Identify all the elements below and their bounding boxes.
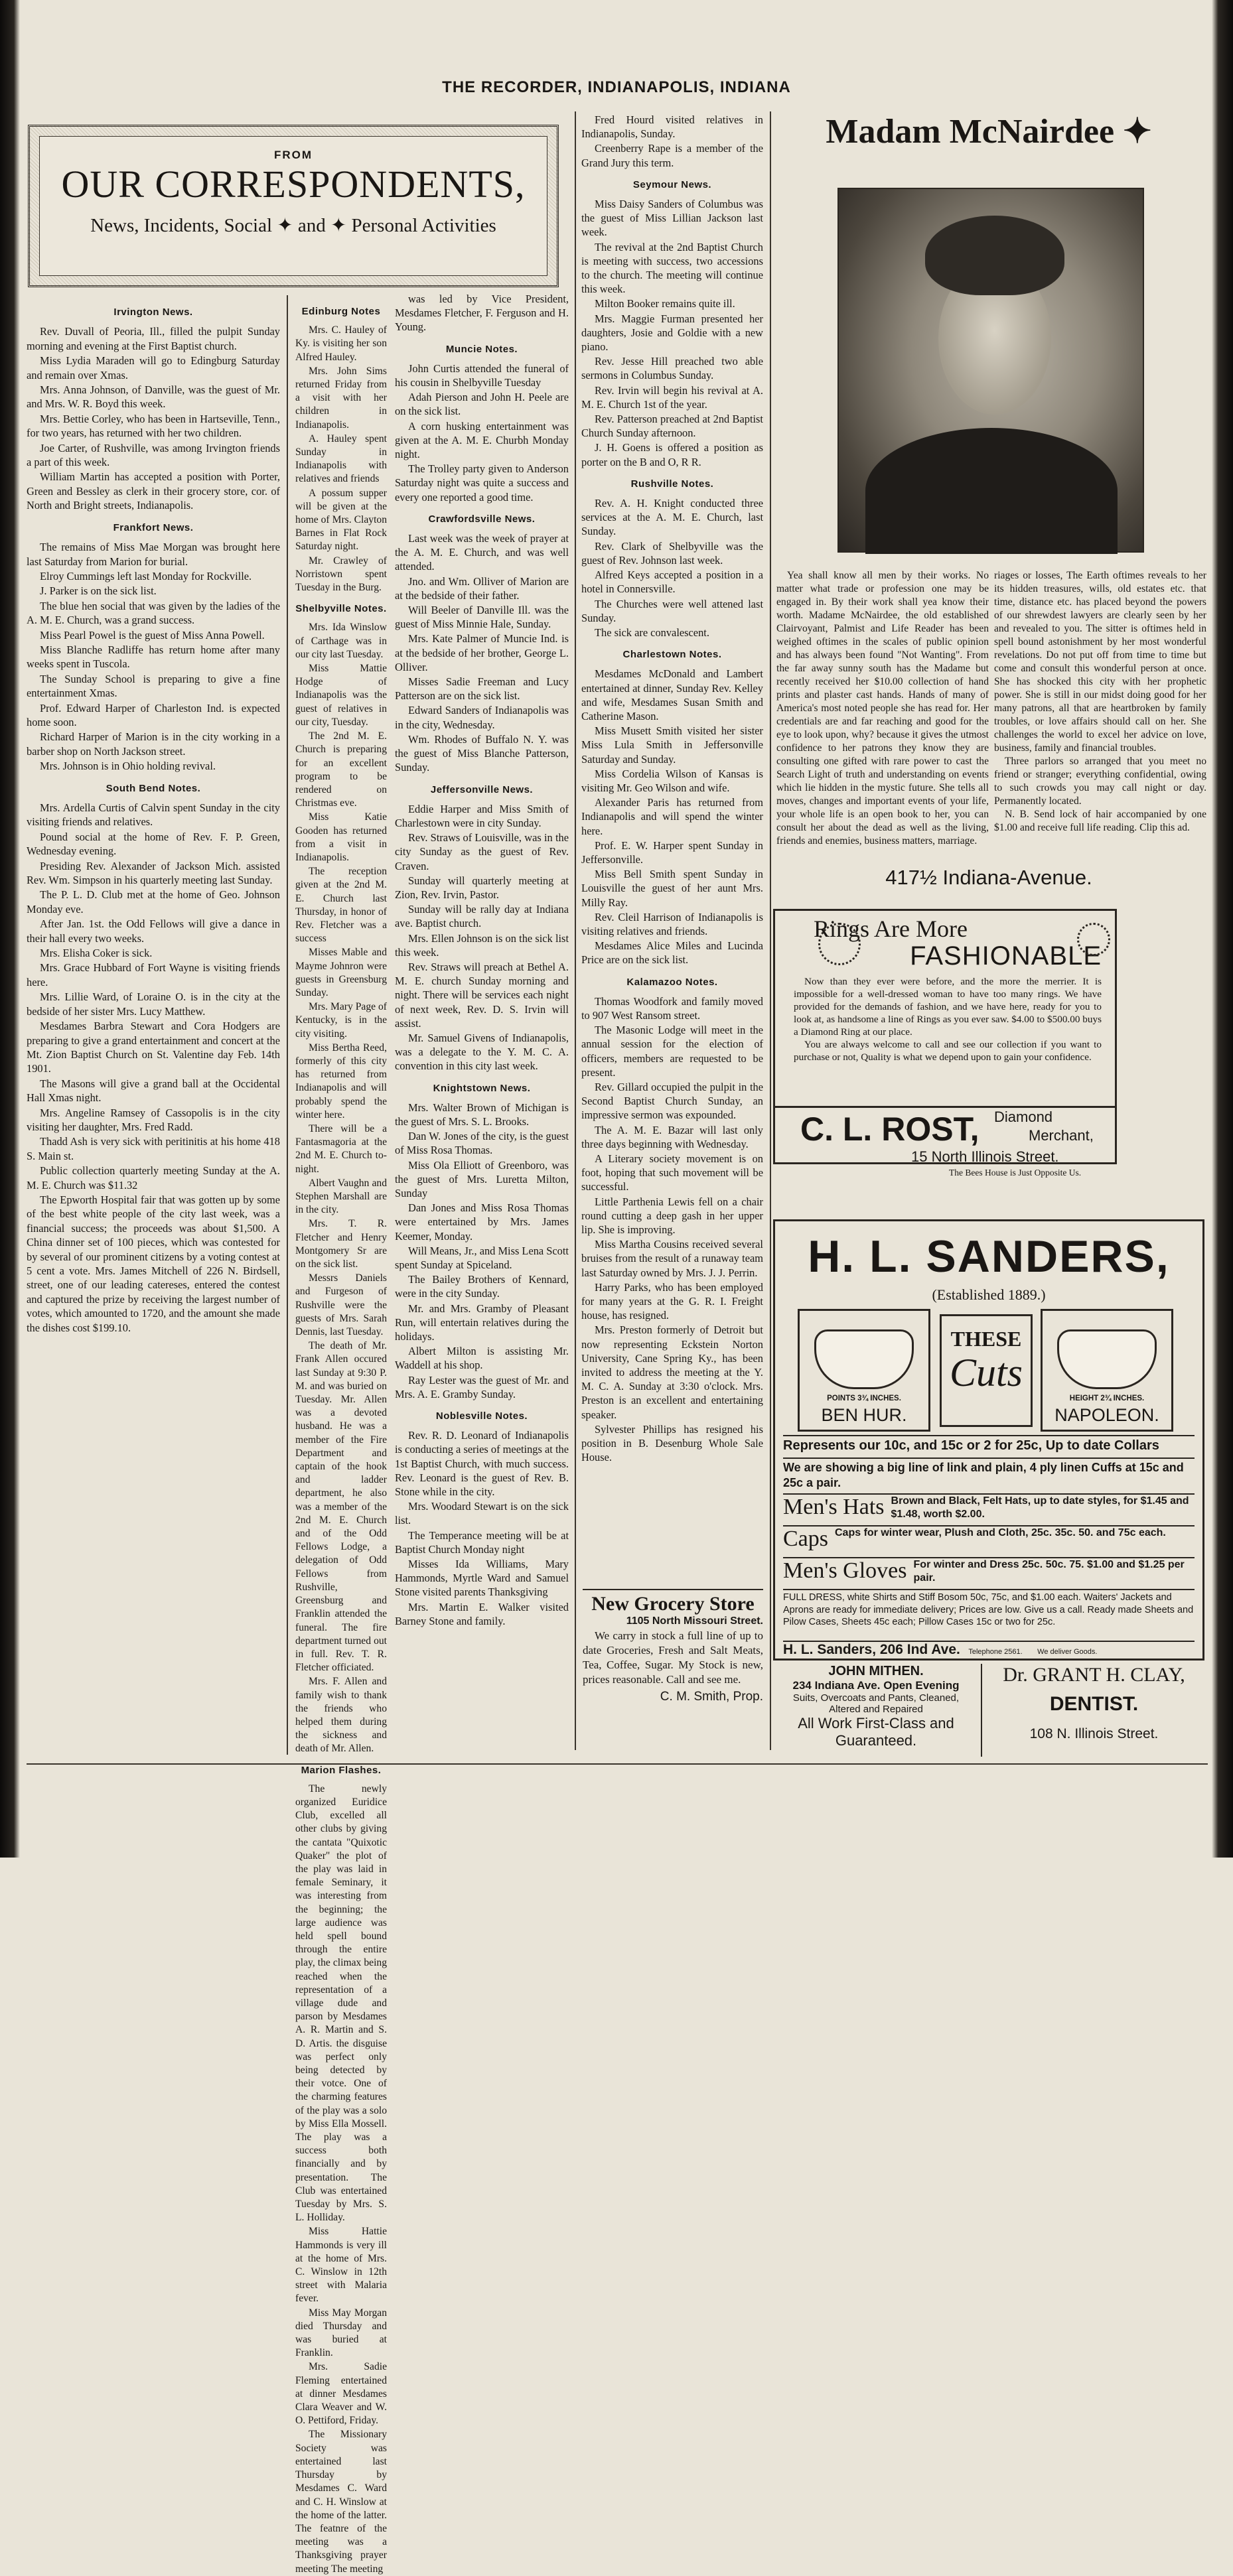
- shelbyville-paragraph: The 2nd M. E. Church is preparing for an excellent program to be rendered on Christmas eve.: [295, 730, 387, 809]
- crawfordsville-paragraph: Last week was the week of prayer at the A. M. E. Church, and was well attended.: [395, 532, 569, 573]
- rost-bees: The Bees House is Just Opposite Us.: [949, 1168, 1082, 1178]
- continued-paragraph: was led by Vice President, Mesdames Fletcher, F. Ferguson and H. Young.: [395, 293, 569, 334]
- crawfordsville-paragraph: Misses Sadie Freeman and Lucy Patterson are on the sick list.: [395, 675, 569, 703]
- bottom-rule: [27, 1763, 1208, 1765]
- rost-ad: [773, 1098, 1117, 1164]
- marion-paragraph: Miss May Morgan died Thursday and was buried at Franklin.: [295, 2307, 387, 2359]
- column-2: [295, 297, 387, 2575]
- portrait-photo: [837, 188, 1144, 553]
- shelbyville-paragraph: Mrs. Ida Winslow of Carthage was in our city last Tuesday.: [295, 622, 387, 660]
- sanders-deliver: We deliver Goods.: [1037, 1648, 1098, 1656]
- madam-text-left: [776, 569, 989, 848]
- knightstown-paragraph: Mrs. Walter Brown of Michigan is the guest of Mrs. S. L. Brooks.: [395, 1101, 569, 1128]
- southbend-paragraph: The P. L. D. Club met at the home of Geo. Johnson Monday eve.: [27, 888, 280, 915]
- crawfordsville-heading: Crawfordsville News.: [428, 513, 536, 525]
- charlestown-paragraph: Mesdames Alice Miles and Lucinda Price are on the sick list.: [581, 939, 763, 967]
- rushville-paragraph: Alfred Keys accepted a position in a hotel in Connersville.: [581, 569, 763, 596]
- seymour-paragraph: Mrs. Maggie Furman presented her daughters, Josie and Goldie with a new piano.: [581, 312, 763, 354]
- jeffersonville-paragraph: Sunday will be rally day at Indiana ave. Baptist church.: [395, 903, 569, 930]
- knightstown-paragraph: Ray Lester was the guest of Mr. and Mrs. A. E. Gramby Sunday.: [395, 1373, 569, 1400]
- kalamazoo-paragraph: Little Parthenia Lewis fell on a chair round cutting a deep gash in her upper lip. She is improving.: [581, 1195, 763, 1237]
- cuts-these: THESE: [950, 1327, 1022, 1351]
- sanders-ad: [773, 1219, 1204, 1661]
- collar-icon: [1057, 1329, 1157, 1389]
- edinburg-heading: Edinburg Notes: [301, 306, 381, 317]
- frankfort-paragraph: Elroy Cummings left last Monday for Rockville.: [40, 569, 252, 582]
- southbend-paragraph: Mrs. Grace Hubbard of Fort Wayne is visiting friends here.: [27, 961, 280, 988]
- banner-from: FROM: [273, 149, 313, 161]
- kalamazoo-paragraph: Harry Parks, who has been employed for many years at the G. R. I. Freight house, has resigned.: [581, 1280, 763, 1322]
- muncie-heading: Muncie Notes.: [445, 343, 518, 355]
- knightstown-paragraph: Miss Ola Elliott of Greenboro, was the guest of Mrs. Luretta Milton, Sunday: [395, 1158, 569, 1199]
- kalamazoo-heading: Kalamazoo Notes.: [626, 976, 718, 988]
- southbend-paragraph: Mrs. Ardella Curtis of Calvin spent Sunday in the city visiting friends and relatives.: [27, 801, 280, 829]
- column-1: [27, 297, 280, 1760]
- rings-body: [794, 975, 1102, 1063]
- marion-paragraph: Miss Hattie Hammonds is very ill at the home of Mrs. C. Winslow in 12th street with Malaria fever.: [295, 2226, 387, 2305]
- collar-name: BEN HUR.: [821, 1405, 907, 1425]
- southbend-paragraph: After Jan. 1st. the Odd Fellows will give a dance in their hall every two weeks.: [27, 917, 280, 945]
- seymour-paragraph: Miss Daisy Sanders of Columbus was the guest of Miss Lillian Jackson last week.: [581, 198, 763, 239]
- grocery-address: 1105 North Missouri Street.: [626, 1615, 763, 1627]
- jeffersonville-paragraph: Sunday will quarterly meeting at Zion, Rev. Irvin, Pastor.: [395, 874, 569, 901]
- frankfort-paragraph: The blue hen social that was given by the ladies of the A. M. E. Church, was a grand success.: [27, 599, 280, 627]
- collar-caption: POINTS 3¾ INCHES.: [827, 1394, 901, 1402]
- column-3: [395, 292, 569, 1760]
- southbend-paragraph: The Epworth Hospital fair that was gotten up by some of the best white people of the city last week, was a financial success; the proceeds was about $1,500. A China dinner set of 100 pieces, which was contested for by several of our prominent citizens by a voting contest at 5 cent a vote. Mrs. James Mitchell of 226 N. Birdsell, street, one of our leading catereses, entered the contest and captured the prize by receiving the largest number of votes, which amounted to 1720, and the amount she made the dishes cost $199.10.: [27, 1193, 280, 1334]
- rings-para: You are always welcome to call and see our collection if you want to purchase or not, Quality is what we depend upon to gain your confidence.: [794, 1039, 1102, 1063]
- shelbyville-paragraph: Miss Bertha Reed, formerly of this city has returned from Indianapolis and will probably spend the winter here.: [295, 1042, 387, 1120]
- muncie-paragraph: A corn husking entertainment was given at the A. M. E. Churbh Monday night.: [395, 419, 569, 461]
- madam-para: Three parlors so arranged that you meet no friend or stranger; everything confidential, owing to such crowds you may call night or day. Permanently located.: [994, 756, 1206, 807]
- southbend-paragraph: The Masons will give a grand ball at the Occidental Hall Xmas night.: [27, 1077, 280, 1105]
- muncie-paragraph: Adah Pierson and John H. Peele are on the sick list.: [395, 391, 569, 418]
- frankfort-paragraph: Miss Pearl Powel is the guest of Miss Anna Powell.: [40, 628, 265, 642]
- madam-para: Yea shall know all men by their works. No matter what trade or profession one may be engaged in. By their work shall yea know their worth. Madame McNairdee, the old established Clairvoyant, Palmist and Life Reader has been weighed oftimes in the scales of public opinion and has always been found "Not Wanting". From the far away sunny south has the Madame but recently received her $10.00 collection of hand prints and plaster cast hands. Hands of many of America's most noted people she has read for. Her credentials are and far reaching and good for the eye to look upon, why? because it gives the utmost confidence to her patrons they know they are consulting one gifted with rare power to cast the Search Light of truth and understanding on events which lie hidden in the mystic future. She tells all moves, changes and important events of your life, your whole life is an open book to her, you can consult her about the dead as well as the living, friends and enemies, business matters, marriage.: [776, 570, 989, 847]
- mithen-address: 234 Indiana Ave. Open Evening: [792, 1679, 960, 1692]
- kalamazoo-paragraph: A Literary society movement is on foot, hoping that such movement will be successful.: [581, 1152, 763, 1193]
- kalamazoo-paragraph: The A. M. E. Bazar will last only three days beginning with Wednesday.: [581, 1123, 763, 1150]
- edinburg-paragraph: Mrs. C. Hauley of Ky. is visiting her son Alfred Hauley.: [295, 324, 387, 363]
- noblesville-paragraph: The Temperance meeting will be at Baptist Church Monday night: [395, 1528, 569, 1556]
- grocery-sign: C. M. Smith, Prop.: [660, 1690, 763, 1704]
- shelbyville-paragraph: Albert Vaughn and Stephen Marshall are in the city.: [295, 1177, 387, 1216]
- shelbyville-paragraph: Mrs. Mary Page of Kentucky, is in the city visiting.: [295, 1001, 387, 1040]
- rost-merchant: Merchant,: [1029, 1127, 1094, 1144]
- frankfort-paragraph: Miss Blanche Radliffe has return home after many weeks spent in Tuscola.: [27, 643, 280, 671]
- column-rule: [770, 111, 771, 1750]
- clay-title: DENTIST.: [1049, 1693, 1139, 1715]
- rushville-paragraph: Rev. A. H. Knight conducted three services at the A. M. E. Church, last Sunday.: [581, 497, 763, 538]
- masthead: THE RECORDER, INDIANAPOLIS, INDIANA: [442, 78, 791, 96]
- southbend-paragraph: Mrs. Lillie Ward, of Loraine O. is in the city at the bedside of her sister Mrs. Lucy Matthew.: [27, 990, 280, 1018]
- knightstown-paragraph: Albert Milton is assisting Mr. Waddell at his shop.: [395, 1345, 569, 1372]
- jeffersonville-paragraph: Rev. Straws will preach at Bethel A. M. E. church Sunday morning and night. There will be services each night of next week, Rev. D. S. Irvin will assist.: [395, 960, 569, 1030]
- rost-diamond: Diamond: [994, 1109, 1053, 1125]
- seymour-paragraph: Rev. Jesse Hill preached two able sermons in Columbus Sunday.: [581, 355, 763, 382]
- kalamazoo-paragraph: The Masonic Lodge will meet in the annual session for the election of officers, members are requested to be present.: [581, 1024, 763, 1079]
- kalamazoo-paragraph: Rev. Gillard occupied the pulpit in the Second Baptist Church Sunday, an impressive sermon was expounded.: [581, 1081, 763, 1122]
- crawfordsville-paragraph: Edward Sanders of Indianapolis was in the city, Wednesday.: [395, 704, 569, 731]
- cuts-cuts: Cuts: [949, 1351, 1023, 1394]
- rings-fashionable: FASHIONABLE: [910, 941, 1102, 971]
- rost-name: C. L. ROST,: [800, 1111, 979, 1148]
- hats-text: Brown and Black, Felt Hats, up to date styles, for $1.45 and $1.48, worth $2.00.: [891, 1495, 1189, 1520]
- frankfort-paragraph: J. Parker is on the sick list.: [40, 584, 157, 598]
- irvington-paragraph: William Martin has accepted a position with Porter, Green and Bessley as clerk in their grocery store, cor. of North and Bright streets, Indianapolis.: [27, 470, 280, 512]
- madam-text-right: [994, 569, 1206, 835]
- caps-text: Caps for winter wear, Plush and Cloth, 25c. 35c. 50. and 75c each.: [835, 1527, 1166, 1538]
- sanders-full-dress: FULL DRESS, white Shirts and Stiff Bosom 50c, 75c, and $1.00 each. Waiters' Jackets and Aprons are ready for immediate delivery; Prices are low. Give us a call. Ready made Sheets and Pilow Cases, Sheets 45c each; Pillow Cases 15c or two for 25c.: [783, 1589, 1195, 1629]
- shelbyville-paragraph: Miss Katie Gooden has returned from a visit in Indianapolis.: [295, 811, 387, 863]
- knightstown-paragraph: Dan Jones and Miss Rosa Thomas were entertained by Mrs. James Keemer, Monday.: [395, 1201, 569, 1243]
- ornament-flower-icon: [1077, 923, 1110, 956]
- charlestown-paragraph: Miss Bell Smith spent Sunday in Louisville the guest of her aunt Mrs. Milly Ray.: [581, 868, 763, 909]
- mithen-line: Suits, Overcoats and Pants, Cleaned,: [792, 1692, 960, 1704]
- southbend-paragraph: Mrs. Elisha Coker is sick.: [40, 947, 153, 960]
- edinburg-paragraph: A. Hauley spent Sunday in Indianapolis with relatives and friends: [295, 433, 387, 485]
- edinburg-paragraph: Mrs. John Sims returned Friday from a visit with her children in Indianapolis.: [295, 365, 387, 431]
- gloves-label: Men's Gloves: [783, 1558, 907, 1583]
- muncie-paragraph: The Trolley party given to Anderson Saturday night was quite a success and every one reported a good time.: [395, 462, 569, 504]
- seymour-paragraph: Milton Booker remains quite ill.: [595, 297, 735, 310]
- southbend-paragraph: Pound social at the home of Rev. F. P. Green, Wednesday evening.: [27, 830, 280, 858]
- gloves-text: For winter and Dress 25c. 50c. 75. $1.00 and $1.25 per pair.: [913, 1559, 1185, 1584]
- jeffersonville-heading: Jeffersonville News.: [430, 783, 534, 795]
- col4-top-paragraph: Fred Hourd visited relatives in Indianapolis, Sunday.: [581, 113, 763, 141]
- charlestown-paragraph: Miss Cordelia Wilson of Kansas is visiting Mr. Geo Wilson and wife.: [581, 767, 763, 794]
- these-cuts: [940, 1314, 1033, 1427]
- edinburg-paragraph: A possum supper will be given at the home of Mrs. Clayton Barnes in Flat Rock Saturday night.: [295, 487, 387, 553]
- rost-street: 15 North Illinois Street.: [911, 1148, 1059, 1165]
- sanders-telephone: Telephone 2561.: [968, 1648, 1023, 1656]
- sanders-showing: We are showing a big line of link and plain, 4 ply linen Cuffs at 15c and 25c a pair.: [783, 1457, 1195, 1491]
- collar-caption: HEIGHT 2¾ INCHES.: [1069, 1394, 1145, 1402]
- crawfordsville-paragraph: Wm. Rhodes of Buffalo N. Y. was the guest of Miss Blanche Patterson, Sunday.: [395, 732, 569, 774]
- mithen-line: Altered and Repaired: [829, 1704, 923, 1715]
- portrait-body: [865, 428, 1118, 554]
- madam-para: N. B. Send lock of hair accompanied by one $1.00 and receive full life reading. Clip this ad.: [994, 809, 1206, 833]
- edinburg-paragraph: Mr. Crawley of Norristown spent Tuesday in the Burg.: [295, 555, 387, 594]
- marion-heading: Marion Flashes.: [301, 1764, 382, 1776]
- southbend-paragraph: Thadd Ash is very sick with peritinitis at his home 418 S. Main st.: [27, 1135, 280, 1162]
- irvington-paragraph: Mrs. Anna Johnson, of Danville, was the guest of Mr. and Mrs. W. R. Boyd this week.: [27, 383, 280, 411]
- noblesville-paragraph: Misses Ida Williams, Mary Hammonds, Myrtle Ward and Samuel Stone visited parents Thanksgiving: [395, 1558, 569, 1599]
- sanders-hats: [783, 1493, 1195, 1525]
- scan-edge-left: [0, 0, 20, 1858]
- grocery-body: We carry in stock a full line of up to date Groceries, Fresh and Salt Meats, Tea, Coffee, Sugar. My Stock is new, prices reasonable. Call and see me.: [583, 1629, 763, 1686]
- collar-name: NAPOLEON.: [1054, 1405, 1159, 1425]
- rings-para: Now than they ever were before, and the more the merrier. It is impossible for a well-dressed woman to have too many rings. We have provided for the demands of fashion, and we have here, ready for you to look at, as handsome a line of Rings as you ever saw. $4.00 to $500.00 buys a Diamond Ring at our place.: [794, 976, 1102, 1038]
- knightstown-paragraph: Will Means, Jr., and Miss Lena Scott spent Sunday at Spiceland.: [395, 1244, 569, 1271]
- crawfordsville-paragraph: Mrs. Kate Palmer of Muncie Ind. is at the bedside of her brother, George L. Olliver.: [395, 632, 569, 673]
- shelbyville-paragraph: Mrs. F. Allen and family wish to thank the friends who helped them during the sickness and death of Mr. Allen.: [295, 1676, 387, 1755]
- irvington-heading: Irvington News.: [113, 306, 193, 318]
- knightstown-paragraph: The Bailey Brothers of Kennard, were in the city Sunday.: [395, 1273, 569, 1300]
- ornament-flower-icon: [818, 923, 861, 965]
- seymour-paragraph: J. H. Goens is offered a position as porter on the B and O, R R.: [581, 441, 763, 468]
- collar-ben-hur: [798, 1309, 930, 1432]
- shelbyville-paragraph: Mrs. T. R. Fletcher and Henry Montgomery Sr are on the sick list.: [295, 1218, 387, 1270]
- mithen-line: All Work First-Class and: [798, 1715, 954, 1731]
- marion-paragraph: The newly organized Euridice Club, excelled all other clubs by giving the cantata "Quixotic Quaker" the plot of the play was laid in female Seminary, it was interesting from the beginning; the large audience was held spell bound through the entire play, the climax being reached when the representation of a village dude and parson by Mesdames A. R. Martin and S. D. Artis. the disguise was perfect only being detected by their votce. One of the charming features of the play was a solo by Miss Ella Mossell. The play was a success both financially and by presentation. The Club was entertained Tuesday by Mrs. S. L. Holliday.: [295, 1783, 387, 2224]
- sanders-footer-name: H. L. Sanders, 206 Ind Ave.: [783, 1642, 960, 1657]
- mithen-line: Guaranteed.: [835, 1732, 917, 1749]
- frankfort-paragraph: Prof. Edward Harper of Charleston Ind. is expected home soon.: [27, 701, 280, 728]
- muncie-paragraph: John Curtis attended the funeral of his cousin in Shelbyville Tuesday: [395, 362, 569, 389]
- madam-para: riages or losses, The Earth oftimes reveals to her its hidden treasures, wills, old estates etc. that time, distance etc. has placed beyond the powers of our shrewdest lawyers are clearly seen by her and revealed to you. The sitter is oftimes held in spell bound astonishment by her most wonderful revelations. Do not put off from time to time but come and consult this wonderful person at once. She has shocked this city with her prophetic power. She is still in our midst doing good for her many patrons, all that are heartbroken by family troubles, or love affairs should call on her. She challenges the world to excel her advice on love, business, family and financial troubles.: [994, 570, 1206, 754]
- rushville-paragraph: The sick are convalescent.: [595, 626, 709, 639]
- jeffersonville-paragraph: Rev. Straws of Louisville, was in the city Sunday as the guest of Rev. Craven.: [395, 831, 569, 872]
- southbend-paragraph: Mrs. Angeline Ramsey of Cassopolis is in the city visiting her daughter, Mrs. Fred Radd.: [27, 1106, 280, 1133]
- charlestown-paragraph: Rev. Cleil Harrison of Indianapolis is visiting relatives and friends.: [581, 910, 763, 937]
- kalamazoo-paragraph: Mrs. Preston formerly of Detroit but now representing Eckstein Norton University, Cane Spring Ky., has been invited to address the meeting at the Y. M. C. A. Sunday at 3:30 o'clock. Mrs. Preston is an excellent and entertaining speaker.: [581, 1323, 763, 1421]
- collar-icon: [814, 1329, 914, 1389]
- frankfort-heading: Frankfort News.: [113, 521, 194, 533]
- southbend-paragraph: Public collection quarterly meeting Sunday at the A. M. E. Church was $11.32: [27, 1164, 280, 1191]
- grocery-ad: [583, 1589, 763, 1704]
- frankfort-paragraph: The Sunday School is preparing to give a fine entertainment Xmas.: [27, 672, 280, 700]
- mithen-ad: [773, 1664, 979, 1757]
- sanders-represents: Represents our 10c, and 15c or 2 for 25c, Up to date Collars: [783, 1435, 1195, 1454]
- frankfort-paragraph: Mrs. Johnson is in Ohio holding revival.: [40, 760, 216, 773]
- sanders-caps: [783, 1525, 1195, 1557]
- sanders-name: H. L. SANDERS,: [808, 1231, 1170, 1282]
- irvington-paragraph: Joe Carter, of Rushville, was among Irvington friends a part of this week.: [27, 441, 280, 469]
- clay-name: Dr. GRANT H. CLAY,: [1003, 1664, 1185, 1686]
- seymour-paragraph: Rev. Patterson preached at 2nd Baptist Church Sunday afternoon.: [581, 413, 763, 440]
- frankfort-paragraph: The remains of Miss Mae Morgan was brought here last Saturday from Marion for burial.: [27, 541, 280, 568]
- shelbyville-heading: Shelbyville Notes.: [295, 603, 387, 615]
- crawfordsville-paragraph: Will Beeler of Danville Ill. was the guest of Miss Minnie Hale, Sunday.: [395, 604, 569, 631]
- noblesville-paragraph: Mrs. Woodard Stewart is on the sick list.: [395, 1500, 569, 1527]
- frankfort-paragraph: Richard Harper of Marion is in the city working in a barber shop on North Jackson street.: [27, 730, 280, 758]
- shelbyville-paragraph: There will be a Fantasmagoria at the 2nd M. E. Church to-night.: [295, 1122, 387, 1175]
- charlestown-paragraph: Mesdames McDonald and Lambert entertained at dinner, Sunday Rev. Kelley and wife, Mesdames Susan Smith and Catherine Mason.: [581, 667, 763, 722]
- jeffersonville-paragraph: Mr. Samuel Givens of Indianapolis, was a delegate to the Y. M. C. A. convention in this city last week.: [395, 1031, 569, 1073]
- grocery-title: New Grocery Store: [583, 1589, 763, 1615]
- irvington-paragraph: Rev. Duvall of Peoria, Ill., filled the pulpit Sunday morning and evening at the First Baptist church.: [27, 325, 280, 352]
- portrait-hair: [925, 216, 1064, 295]
- noblesville-paragraph: Mrs. Martin E. Walker visited Barney Stone and family.: [395, 1600, 569, 1627]
- clay-address: 108 N. Illinois Street.: [1029, 1726, 1159, 1741]
- col4-top-paragraph: Creenberry Rape is a member of the Grand Jury this term.: [581, 142, 763, 169]
- rings-title: Rings Are More: [814, 915, 968, 942]
- knightstown-paragraph: Mr. and Mrs. Gramby of Pleasant Run, will entertain relatives during the holidays.: [395, 1302, 569, 1343]
- column-rule: [575, 111, 576, 1750]
- shelbyville-paragraph: The reception given at the 2nd M. E. Church last Thursday, in honor of Rev. Fletcher was a success: [295, 866, 387, 945]
- banner-title: OUR CORRESPONDENTS,: [61, 163, 526, 206]
- southbend-paragraph: Presiding Rev. Alexander of Jackson Mich. assisted Rev. Wm. Simpson in his quarterly meeting last Sunday.: [27, 859, 280, 887]
- knightstown-paragraph: Dan W. Jones of the city, is the guest of Miss Rosa Thomas.: [395, 1130, 569, 1157]
- sanders-established: (Established 1889.): [932, 1286, 1046, 1303]
- noblesville-heading: Noblesville Notes.: [435, 1410, 528, 1422]
- banner-inner: [39, 136, 547, 276]
- clay-ad: [983, 1664, 1204, 1757]
- southbend-paragraph: Mesdames Barbra Stewart and Cora Hodgers are preparing to give a grand entertainment and concert at the Mt. Zion Baptist Church on St. Valentine day Feb. 14th 1901.: [27, 1020, 280, 1075]
- seymour-paragraph: Rev. Irvin will begin his revival at A. M. E. Church 1st of the year.: [581, 383, 763, 411]
- madam-address: 417½ Indiana-Avenue.: [885, 866, 1092, 889]
- caps-label: Caps: [783, 1526, 828, 1551]
- column-4: [581, 113, 763, 1585]
- collar-napoleon: [1041, 1309, 1173, 1432]
- scan-edge-right: [1212, 0, 1233, 1858]
- hats-label: Men's Hats: [783, 1495, 885, 1519]
- seymour-paragraph: The revival at the 2nd Baptist Church is meeting with success, two accessions to the church. The meeting will continue this week.: [581, 240, 763, 296]
- kalamazoo-paragraph: Miss Martha Cousins received several bruises from the result of a runaway team last Saturday owned by Mrs. J. J. Perrin.: [581, 1238, 763, 1279]
- shelbyville-paragraph: Miss Mattie Hodge of Indianapolis was the guest of relatives in our city, Tuesday.: [295, 663, 387, 728]
- shelbyville-paragraph: The death of Mr. Frank Allen occured last Sunday at 9:30 P. M. and was buried on Tuesday. Mr. Allen was a devoted husband. He was a member of the Fire Department and captain of the hook and ladder department, he also was a member of the 2nd M. E. Church and of the Odd Fellows Lodge, a delegation of Odd Fellows from Rushville, Greensburg and Franklin attended the funeral. The fire department turned out in full. Rev. T. R. Fletcher officiated.: [295, 1340, 387, 1674]
- irvington-paragraph: Miss Lydia Maraden will go to Edingburg Saturday and remain over Xmas.: [27, 354, 280, 381]
- correspondents-banner: [28, 125, 559, 287]
- noblesville-paragraph: Rev. R. D. Leonard of Indianapolis is conducting a series of meetings at the 1st Baptist Church, with much success. Rev. Leonard is the guest of Rev. B. Stone while in the city.: [395, 1429, 569, 1499]
- seymour-heading: Seymour News.: [632, 178, 712, 190]
- jeffersonville-paragraph: Eddie Harper and Miss Smith of Charlestown were in city Sunday.: [395, 802, 569, 829]
- crawfordsville-paragraph: Jno. and Wm. Olliver of Marion are at the bedside of their father.: [395, 575, 569, 602]
- marion-paragraph: Mrs. Sadie Fleming entertained at dinner Mesdames Clara Weaver and W. O. Pettiford, Friday.: [295, 2361, 387, 2427]
- kalamazoo-paragraph: Sylvester Phillips has resigned his position in B. Desenburg Whole Sale House.: [581, 1422, 763, 1464]
- banner-subtitle: News, Incidents, Social ✦ and ✦ Personal Activities: [90, 215, 496, 236]
- knightstown-heading: Knightstown News.: [433, 1082, 531, 1094]
- charlestown-paragraph: Alexander Paris has returned from Indianapolis and will spend the winter here.: [581, 796, 763, 837]
- shelbyville-paragraph: Messrs Daniels and Furgeson of Rushville were the guests of Mrs. Sarah Dennis, last Tuesday.: [295, 1272, 387, 1338]
- madam-title: Madam McNairdee ✦: [826, 113, 1152, 151]
- ad-divider: [981, 1664, 982, 1757]
- kalamazoo-paragraph: Thomas Woodfork and family moved to 907 West Ransom street.: [581, 994, 763, 1022]
- sanders-gloves: [783, 1557, 1195, 1589]
- marion-paragraph: The Missionary Society was entertained last Thursday by Mesdames C. Ward and C. H. Winslow at the home of the latter. The featnre of the meeting was a Thanksgiving prayer meeting The meeting: [295, 2429, 387, 2575]
- rushville-heading: Rushville Notes.: [630, 478, 714, 490]
- rushville-paragraph: Rev. Clark of Shelbyville was the guest of Rev. Johnson last week.: [581, 539, 763, 567]
- charlestown-paragraph: Prof. E. W. Harper spent Sunday in Jeffersonville.: [581, 839, 763, 866]
- sanders-footer: [783, 1641, 1195, 1659]
- charlestown-paragraph: Miss Musett Smith visited her sister Miss Lula Smith in Jeffersonville Saturday and Sunday.: [581, 724, 763, 766]
- column-rule: [287, 295, 288, 1755]
- mithen-name: JOHN MITHEN.: [828, 1664, 924, 1678]
- shelbyville-paragraph: Misses Mable and Mayme Johnron were guests in Greensburg Sunday.: [295, 947, 387, 998]
- rushville-paragraph: The Churches were well attened last Sunday.: [581, 597, 763, 624]
- jeffersonville-paragraph: Mrs. Ellen Johnson is on the sick list this week.: [395, 931, 569, 959]
- irvington-paragraph: Mrs. Bettie Corley, who has been in Hartseville, Tenn., for two years, has returned with her two children.: [27, 412, 280, 440]
- southbend-heading: South Bend Notes.: [106, 782, 201, 794]
- charlestown-heading: Charlestown Notes.: [622, 649, 722, 661]
